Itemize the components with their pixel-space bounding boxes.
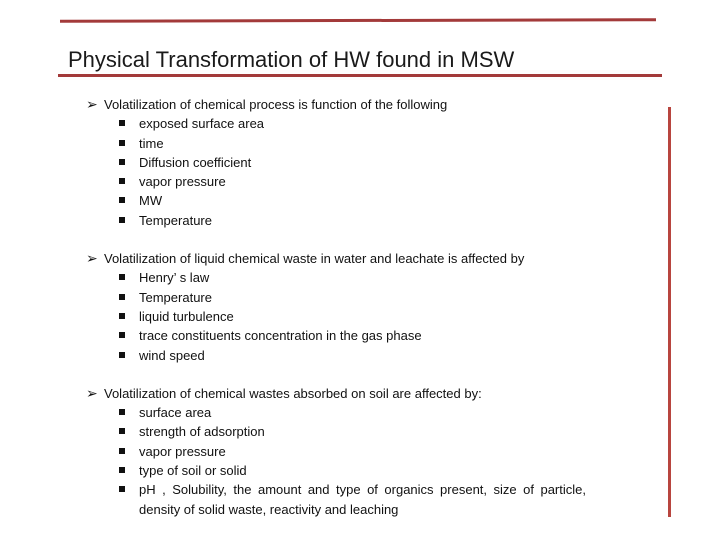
square-bullet-icon (117, 288, 139, 307)
square-bullet-icon (117, 114, 139, 133)
square-bullet-icon (117, 307, 139, 326)
list-item (117, 134, 586, 153)
arrow-bullet-icon: ➢ (86, 96, 98, 112)
list-item (117, 268, 586, 287)
section-heading (86, 249, 586, 268)
square-bullet-icon (117, 134, 139, 153)
section-liquid-waste (86, 249, 586, 365)
list-item-text: wind speed (139, 347, 205, 363)
list-item (117, 346, 586, 365)
list-item-text: Diffusion coefficient (139, 154, 252, 170)
arrow-bullet-icon: ➢ (86, 384, 98, 401)
square-bullet-icon (117, 442, 139, 461)
square-bullet-icon (117, 153, 139, 172)
list-item (117, 307, 586, 326)
list-item-text: exposed surface area (139, 116, 265, 132)
section-heading-text: Volatilization of chemical process is function of the following (104, 97, 448, 112)
section-heading (86, 95, 586, 114)
square-bullet-icon (117, 172, 139, 191)
square-bullet-icon (117, 268, 139, 287)
square-bullet-icon (117, 211, 139, 230)
list-item-text: liquid turbulence (139, 308, 234, 324)
square-bullet-icon (117, 461, 139, 480)
list-item (117, 114, 586, 133)
bullet-list (86, 403, 586, 519)
slide-content (86, 95, 586, 519)
arrow-bullet-icon: ➢ (86, 250, 98, 267)
square-bullet-icon (117, 422, 139, 441)
list-item-text: vapor pressure (139, 443, 226, 459)
list-item-text: Henry’ s law (139, 270, 210, 286)
square-bullet-icon (117, 403, 139, 422)
bullet-list (86, 114, 586, 230)
square-bullet-icon (117, 191, 139, 210)
square-bullet-icon (117, 346, 139, 365)
list-item-text: strength of adsorption (139, 424, 265, 440)
list-item (117, 403, 586, 422)
list-item (117, 153, 586, 172)
right-decorative-line (668, 107, 671, 517)
list-item (117, 191, 586, 210)
list-item (117, 326, 586, 345)
title-underline (58, 74, 662, 77)
square-bullet-icon (117, 480, 139, 499)
list-item-text: time (139, 135, 164, 151)
list-item (117, 172, 586, 191)
top-decorative-line (60, 18, 656, 23)
section-heading-text: Volatilization of liquid chemical waste in water and leachate is affected by (104, 251, 525, 267)
list-item (117, 480, 586, 519)
slide-title: Physical Transformation of HW found in MSW (68, 47, 515, 72)
square-bullet-icon (117, 326, 139, 345)
list-item (117, 461, 586, 480)
list-item (117, 422, 586, 441)
list-item-text: trace constituents concentration in the gas phase (139, 328, 422, 344)
list-item-text: MW (139, 193, 163, 209)
list-item-text: Temperature (139, 212, 212, 228)
list-item-text: type of soil or solid (139, 463, 247, 479)
list-item (117, 211, 586, 230)
list-item-text: vapor pressure (139, 174, 226, 190)
list-item-text: pH , Solubility, the amount and type of organics present, size of particle, density of solid waste, reactivity and leaching (139, 482, 586, 517)
list-item-text: surface area (139, 405, 212, 421)
list-item (117, 442, 586, 461)
bullet-list (86, 268, 586, 364)
list-item (117, 288, 586, 307)
section-soil-absorbed (86, 384, 586, 519)
list-item-text: Temperature (139, 289, 212, 305)
section-heading-text: Volatilization of chemical wastes absorbed on soil are affected by: (104, 385, 482, 401)
section-heading (86, 384, 586, 403)
section-volatilization-process (86, 95, 586, 230)
